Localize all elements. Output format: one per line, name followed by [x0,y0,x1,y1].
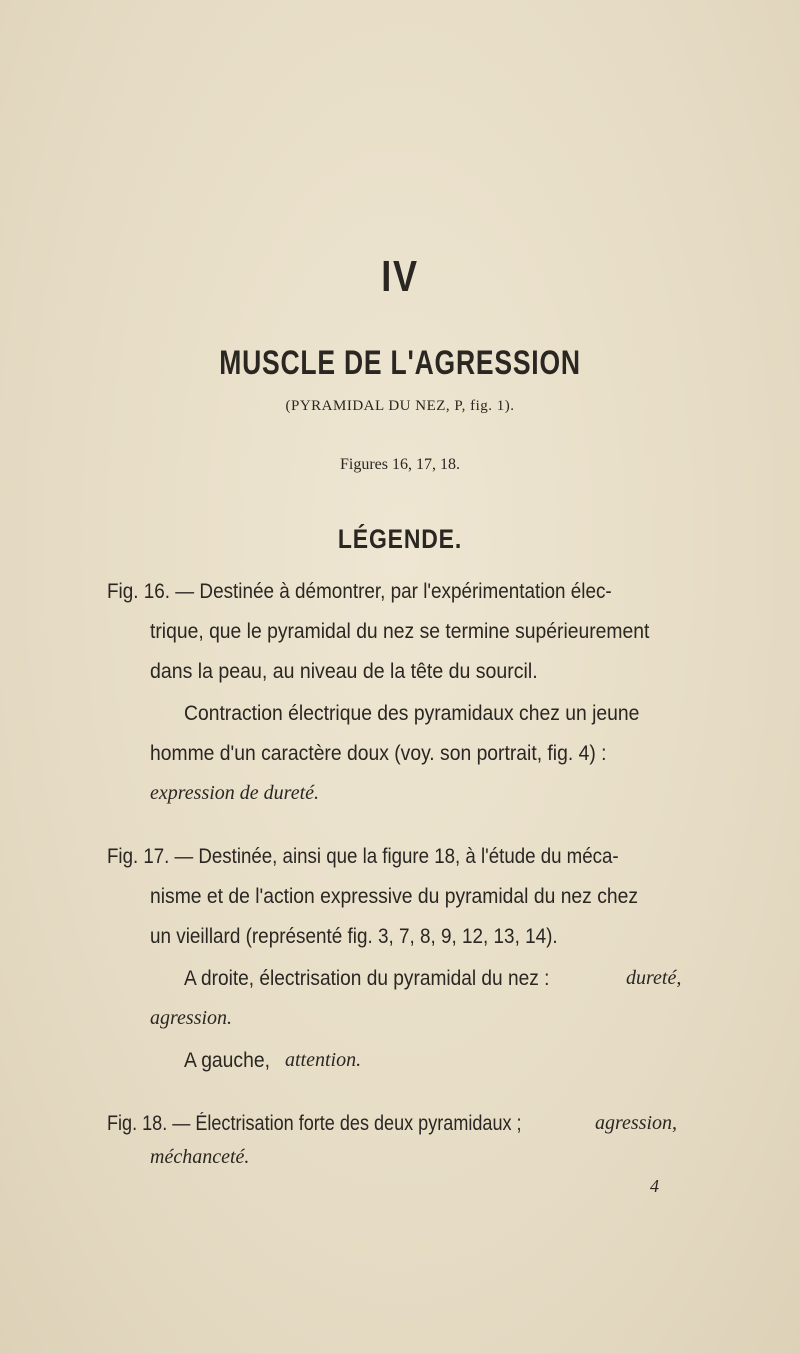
figures-reference: Figures 16, 17, 18. [340,456,460,473]
signature-mark: 4 [650,1176,659,1196]
chapter-number: IV [381,252,419,301]
entry-line: dans la peau, au niveau de la tête du sourcil. [150,660,538,683]
entry-line-italic: dureté, [626,967,682,989]
entry-line: A gauche, [184,1049,270,1072]
entry-line-italic: méchanceté. [150,1146,250,1168]
entry-line-italic: expression de dureté. [150,782,320,804]
entry-line-italic: agression, [595,1112,678,1134]
chapter-subtitle: (PYRAMIDAL DU NEZ, P, fig. 1). [285,398,515,414]
entry-line: homme d'un caractère doux (voy. son portrait, fig. 4) : [150,742,607,765]
chapter-title: MUSCLE DE L'AGRESSION [219,344,581,382]
entry-line: Fig. 18. — Électrisation forte des deux pyramidaux ; [107,1112,522,1135]
entry-line: Fig. 16. — Destinée à démontrer, par l'expérimentation élec- [107,580,612,603]
entry-line: A droite, électrisation du pyramidal du nez : [184,967,550,990]
entry-line: un vieillard (représenté fig. 3, 7, 8, 9, 12, 13, 14). [150,925,558,948]
entry-line: nisme et de l'action expressive du pyramidal du nez chez [150,885,639,908]
entry-line: Fig. 17. — Destinée, ainsi que la figure 18, à l'étude du méca- [107,845,619,868]
entry-line-italic: agression. [150,1007,233,1029]
entry-line: trique, que le pyramidal du nez se termine supérieurement [150,620,650,643]
entry-line-italic: attention. [285,1049,362,1071]
entry-line: Contraction électrique des pyramidaux chez un jeune [184,702,640,725]
legend-title: LÉGENDE. [337,524,463,554]
